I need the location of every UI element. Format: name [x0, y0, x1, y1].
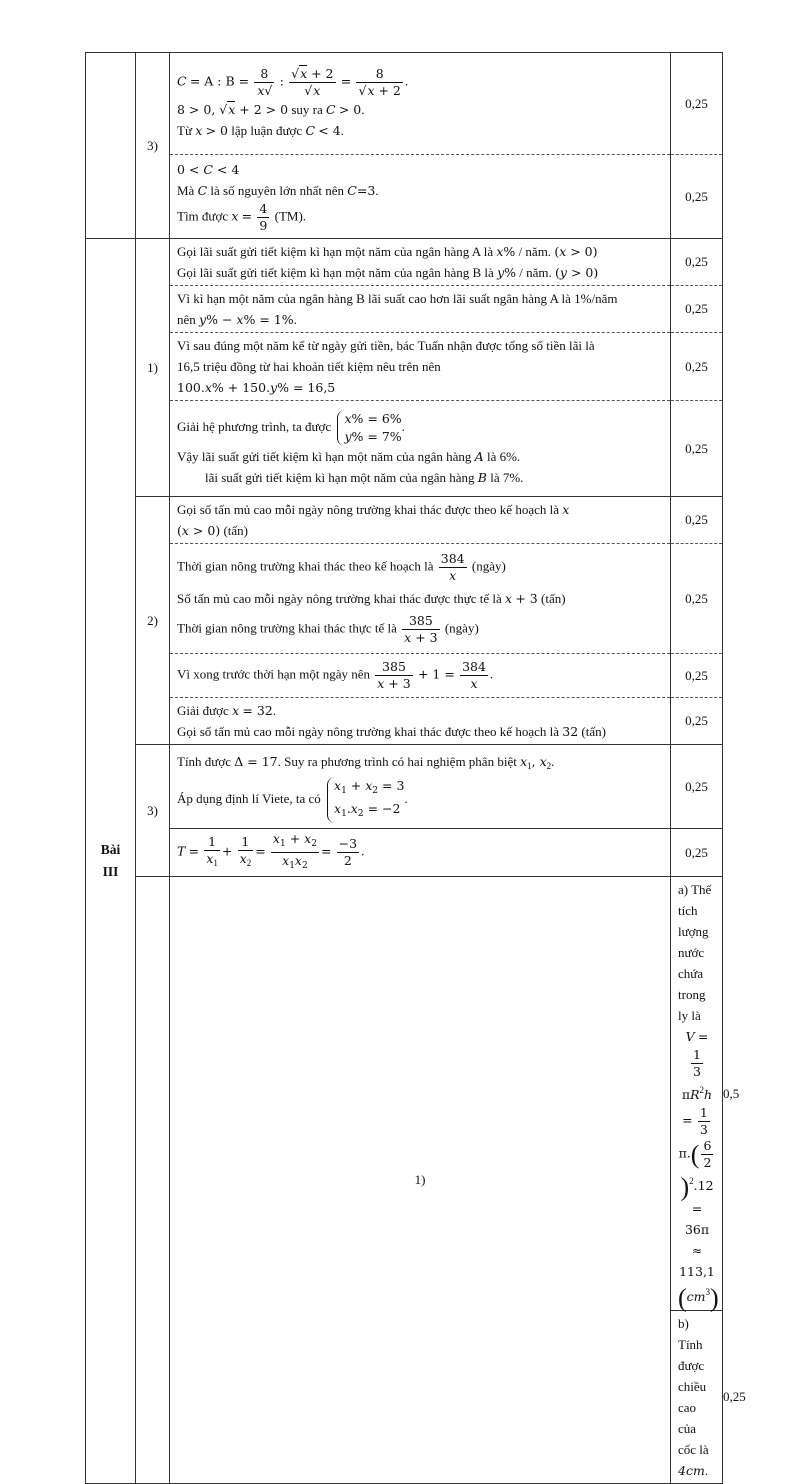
answer-step: Thời gian nông trường khai thác theo kế hoạch là $\frac{384}{x}$ (ngày) Số tấn mủ cao mỗi ngày nông trường khai thác được thực tế là x + 3 (tấn) Thời gian nông trường khai thác thực tế là $\frac{385}{x + 3}$ (ngày)	[170, 544, 671, 654]
score-cell: 0,25	[671, 239, 723, 286]
bai-cell-next	[136, 877, 170, 1484]
score-cell: 0,25	[671, 654, 723, 698]
score-cell: 0,25	[671, 698, 723, 745]
answer-step: C = A : B = $\frac{8}{x√}$ : $\frac{√x + 2}{√x}$ = $\frac{8}{√x + 2}$ . 8 > 0, √x + 2 > 0 suy ra C > 0. Từ x > 0 lập luận được C < 4.	[170, 53, 671, 155]
answer-step: T = $\frac{1}{x_1}$ + $\frac{1}{x_2}$ = $\frac{x_1 + x_2}{x_1x_2}$ = $\frac{-3}{2}$ .	[170, 829, 671, 877]
score-cell: 0,25	[671, 286, 723, 333]
answer-step: 0 < C < 4 Mà C là số nguyên lớn nhất nên C=3. Tìm được x = $\frac{4}{9}$ (TM).	[170, 155, 671, 239]
answer-step: Vì kì hạn một năm của ngân hàng B lãi suất cao hơn lãi suất ngân hàng A là 1%/năm nên y% − x% = 1%.	[170, 286, 671, 333]
score-cell: 0,25	[671, 544, 723, 654]
score-cell: 0,25	[671, 53, 723, 155]
part-label: 1)	[170, 877, 671, 1484]
part-label: 3)	[136, 53, 170, 239]
score-cell: 0,25	[671, 155, 723, 239]
answer-step: Giải được x = 32. Gọi số tấn mủ cao mỗi ngày nông trường khai thác được theo kế hoạch là 32 (tấn)	[170, 698, 671, 745]
bai-label: Bài III	[86, 239, 136, 1484]
answer-table: 3) C = A : B = $\frac{8}{x√}$ : $\frac{√x + 2}{√x}$ = $\frac{8}{√x + 2}$ . 8 > 0, √x + 2 > 0 suy ra C > 0. Từ x > 0 lập luận được C < 4. 0,25 0 < C < 4 Mà C là số nguyên lớn nhất nên C=3. Tìm được x = $\frac{4}{9}$ (TM). 0,25 Bài III 1) Gọi lãi suất gửi tiết kiệm kì hạn một năm của ngân hàng A là x% / năm. (x > 0) Gọi lãi suất gửi tiết kiệm kì hạn một năm của ngân hàng B là y% / năm. (y > 0) 0,25 Vì kì hạn một năm của ngân hàng B lãi suất cao hơn lãi suất ngân hàng A là 1%/năm nên y% − x% = 1%. 0,25 Vì sau đúng một năm kể từ ngày gửi tiền, bác Tuấn nhận được tổng số tiền lãi là 16,5 triệu đồng từ hai khoản tiết kiệm nêu trên nên 100.x% + 150.y% = 16,5 0,25 Giải hệ phương trình, ta được x% = 6% y% = 7%. Vậy lãi suất gửi tiết kiệm kì hạn một năm của ngân hàng A là 6%. lãi suất gửi tiết kiệm kì hạn một năm của ngân hàng B là 7%. 0,25 2) Gọi số tấn mủ cao mỗi ngày nông trường khai thác được theo kế hoạch là x (x > 0) (tấn) 0,25 Thời gian nông trường khai thác theo kế hoạch là $\frac{384}{x}$ (ngày) Số tấn mủ cao mỗi ngày nông trường khai thác được thực tế là x + 3 (tấn) Thời gian nông trường khai thác thực tế là $\frac{385}{x + 3}$ (ngày) 0,25 Vì xong trước thời hạn một ngày nên $\frac{385}{x + 3}$ + 1 = $\frac{384}{x}$ . 0,25 Giải được x = 32. Gọi số tấn mủ cao mỗi ngày nông trường khai thác được theo kế hoạch là 32 (tấn) 0,25 3) Tính được Δ = 17. Suy ra phương trình có hai nghiệm phân biệt $x_1$, $x_2$. Áp dụng định lí Viete, ta có $x_1 + x_2 = 3$ $x_1.x_2 = -2$. 0,25 T = $\frac{1}{x_1}$ + $\frac{1}{x_2}$ = $\frac{x_1 + x_2}{x_1x_2}$ = $\frac{-3}{2}$ . 0,25 1) a) Thể tích lượng nước chứa trong ly là V = $\frac{1}{3}$ $\pi R^2h$ = $\frac{1}{3}$ π.( $\frac{6}{2}$ )$^2$.12 = 36π ≈ 113,1 $(cm^3)$ 0,5 b) Tính được chiều cao của cốc là 4cm. 0,25	[85, 52, 723, 1484]
part-label: 3)	[136, 745, 170, 877]
score-cell: 0,25	[671, 497, 723, 544]
answer-step: Gọi số tấn mủ cao mỗi ngày nông trường khai thác được theo kế hoạch là x (x > 0) (tấn)	[170, 497, 671, 544]
answer-step: Giải hệ phương trình, ta được x% = 6% y% = 7%. Vậy lãi suất gửi tiết kiệm kì hạn một năm của ngân hàng A là 6%. lãi suất gửi tiết kiệm kì hạn một năm của ngân hàng B là 7%.	[170, 401, 671, 497]
answer-step: Tính được Δ = 17. Suy ra phương trình có hai nghiệm phân biệt $x_1$, $x_2$. Áp dụng định lí Viete, ta có $x_1 + x_2 = 3$ $x_1.x_2 = -2$.	[170, 745, 671, 829]
part-label: 2)	[136, 497, 170, 745]
score-cell: 0,25	[671, 829, 723, 877]
answer-step: b) Tính được chiều cao của cốc là 4cm.	[671, 1311, 723, 1484]
bai-cell-prev	[86, 53, 136, 239]
answer-step: Gọi lãi suất gửi tiết kiệm kì hạn một năm của ngân hàng A là x% / năm. (x > 0) Gọi lãi suất gửi tiết kiệm kì hạn một năm của ngân hàng B là y% / năm. (y > 0)	[170, 239, 671, 286]
answer-step: Vì sau đúng một năm kể từ ngày gửi tiền, bác Tuấn nhận được tổng số tiền lãi là 16,5 triệu đồng từ hai khoản tiết kiệm nêu trên nên 100.x% + 150.y% = 16,5	[170, 333, 671, 401]
answer-step: a) Thể tích lượng nước chứa trong ly là V = $\frac{1}{3}$ $\pi R^2h$ = $\frac{1}{3}$ π.( $\frac{6}{2}$ )$^2$.12 = 36π ≈ 113,1 $(cm^3)$	[671, 877, 723, 1311]
score-cell: 0,25	[671, 333, 723, 401]
score-cell: 0,25	[671, 401, 723, 497]
score-cell: 0,25	[671, 745, 723, 829]
answer-step: Vì xong trước thời hạn một ngày nên $\frac{385}{x + 3}$ + 1 = $\frac{384}{x}$ .	[170, 654, 671, 698]
part-label: 1)	[136, 239, 170, 497]
